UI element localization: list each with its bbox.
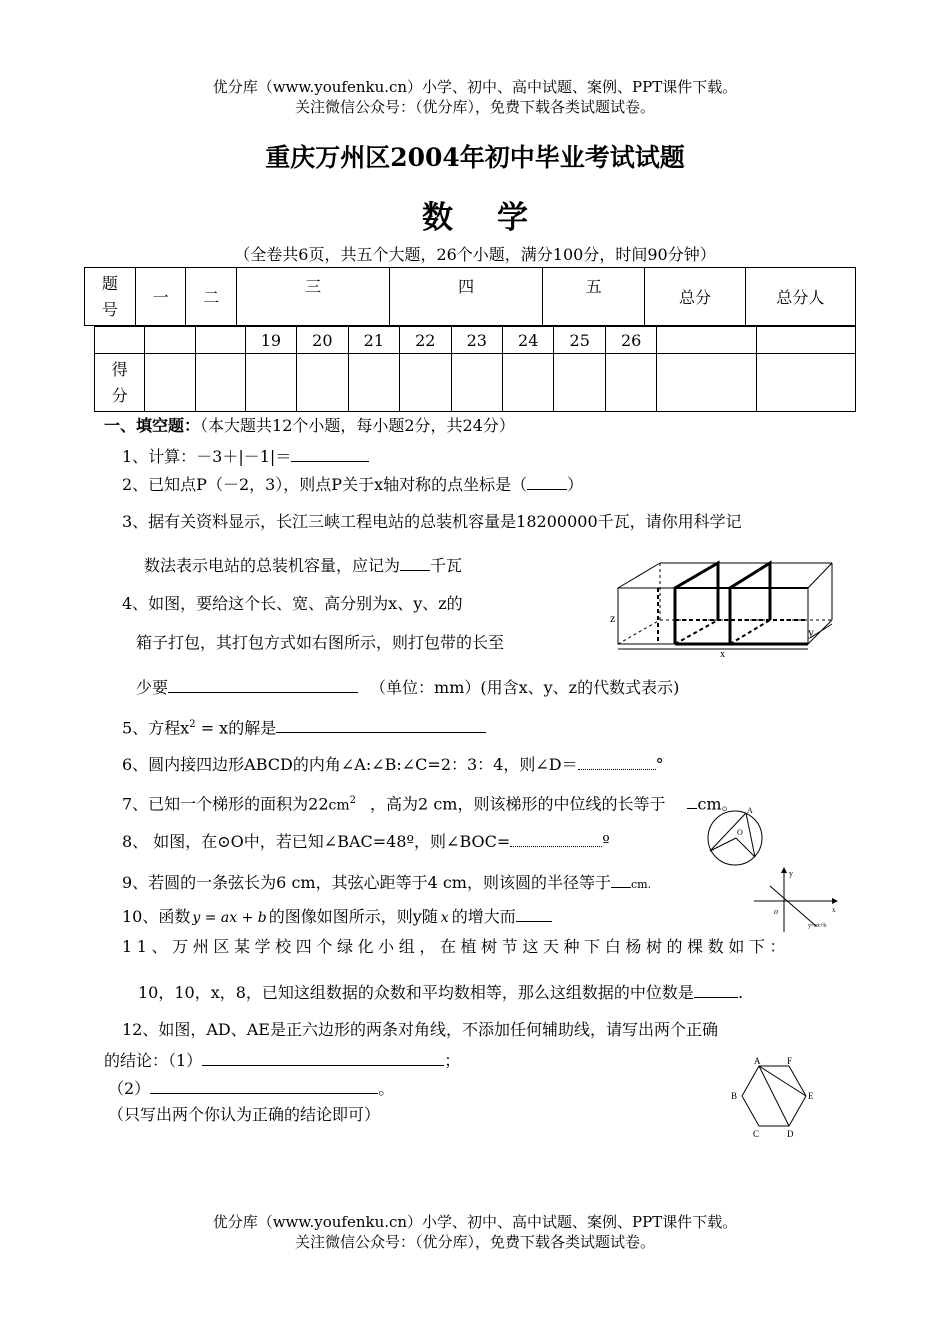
answer-blank[interactable] <box>400 553 430 571</box>
score-cell[interactable] <box>245 354 296 412</box>
header-line-1: 优分库（www.youfenku.cn）小学、初中、高中试题、案例、PPT课件下载。 <box>212 78 738 96</box>
subject-title: 数学 <box>422 200 572 236</box>
score-cell[interactable] <box>503 354 554 412</box>
section-3: 三 <box>237 268 390 326</box>
num-25: 25 <box>554 327 605 354</box>
col-label: 题 号 <box>85 268 136 326</box>
graph-label-eq: y=ax+b <box>808 923 827 929</box>
footer-line-1: 优分库（www.youfenku.cn）小学、初中、高中试题、案例、PPT课件下载。 <box>212 1213 738 1231</box>
question-11: 11、万州区某学校四个绿化小组，在植树节这天种下白杨树的棵数如下： <box>122 937 791 956</box>
answer-blank[interactable] <box>687 791 697 809</box>
exam-info: （全卷共6页，共五个大题，26个小题，满分100分，时间90分钟） <box>234 245 716 264</box>
score-cell[interactable] <box>400 354 451 412</box>
graph-label-x: x <box>832 906 836 914</box>
hexagon-figure <box>726 1054 826 1140</box>
hex-label-c: C <box>753 1129 760 1139</box>
question-5: 5、方程$x^2 = x$的解是 <box>122 714 486 739</box>
answer-blank[interactable] <box>578 752 656 770</box>
box-y-label: y <box>808 625 814 639</box>
score-cell[interactable] <box>554 354 605 412</box>
answer-blank[interactable] <box>516 904 552 922</box>
hex-label-a: A <box>754 1056 761 1066</box>
question-2: 2、已知点P（－2，3），则点P关于x轴对称的点坐标是（ ） <box>122 472 583 496</box>
score-table-header <box>84 267 856 326</box>
footer-line-2: 关注微信公众号：（优分库），免费下载各类试题试卷。 <box>294 1233 655 1251</box>
box-packing-figure <box>610 548 850 658</box>
num-22: 22 <box>400 327 451 354</box>
section-2: 二 <box>186 268 237 326</box>
score-cell[interactable] <box>451 354 502 412</box>
section-5: 五 <box>543 268 645 326</box>
circle-label-a: A <box>747 806 753 815</box>
answer-blank[interactable] <box>611 870 631 888</box>
grader-label: 总分人 <box>745 268 855 326</box>
graph-label-o: o <box>774 907 778 916</box>
question-12-note: （只写出两个你认为正确的结论即可） <box>108 1105 381 1124</box>
question-11-cont: 10，10，x，8，已知这组数据的众数和平均数相等，那么这组数据的中位数是 . <box>138 980 743 1004</box>
header-line-2: 关注微信公众号：（优分库），免费下载各类试题试卷。 <box>294 98 655 116</box>
score-cell[interactable] <box>348 354 399 412</box>
num-24: 24 <box>503 327 554 354</box>
exam-title: 重庆万州区2004年初中毕业考试试题 <box>265 143 685 172</box>
answer-blank[interactable] <box>694 980 738 998</box>
question-4: 4、如图，要给这个长、宽、高分别为x、y、z的 <box>122 594 463 613</box>
score-cell[interactable] <box>605 354 656 412</box>
answer-blank[interactable] <box>202 1048 444 1066</box>
answer-blank[interactable] <box>168 675 358 693</box>
num-20: 20 <box>297 327 348 354</box>
section-1: 一 <box>135 268 186 326</box>
question-12-cont2: （2） 。 <box>108 1076 394 1100</box>
hex-label-f: F <box>787 1056 793 1066</box>
answer-blank[interactable] <box>150 1076 378 1094</box>
num-23: 23 <box>451 327 502 354</box>
score-cell[interactable] <box>297 354 348 412</box>
question-4-cont: 箱子打包，其打包方式如右图所示，则打包带的长至 <box>136 633 505 652</box>
num-19: 19 <box>245 327 296 354</box>
row-label: 得 分 <box>95 354 145 412</box>
answer-blank[interactable] <box>527 472 567 490</box>
answer-blank[interactable] <box>510 829 602 847</box>
total-label: 总分 <box>645 268 745 326</box>
question-8: 8、 如图，在⊙O中，若已知∠BAC=48º，则∠BOC= º <box>122 829 610 853</box>
question-4-cont2: 少要 （单位：mm）(用含x、y、z的代数式表示) <box>136 675 679 699</box>
question-9: 9、若圆的一条弦长为6 cm，其弦心距等于4 cm，则该圆的半径等于 cm. <box>122 870 651 896</box>
score-table-body <box>94 326 856 412</box>
box-x-label: x <box>720 649 725 658</box>
score-cell[interactable] <box>145 354 195 412</box>
question-12: 12、如图，AD、AE是正六边形的两条对角线，不添加任何辅助线，请写出两个正确 <box>122 1020 718 1039</box>
score-cell[interactable] <box>195 354 245 412</box>
answer-blank[interactable] <box>276 715 486 733</box>
num-26: 26 <box>605 327 656 354</box>
hex-label-b: B <box>731 1091 738 1101</box>
question-1: 1、计算：－3＋|－1|＝ <box>122 444 369 468</box>
score-cell[interactable] <box>657 354 756 412</box>
question-7: 7、已知一个梯形的面积为$22cm^2$ ，高为2 cm，则该梯形的中位线的长等于 cm。 <box>122 790 738 816</box>
section-1-heading: 一、填空题：（本大题共12个小题，每小题2分，共24分） <box>104 416 515 435</box>
score-cell[interactable] <box>756 354 855 412</box>
num-21: 21 <box>348 327 399 354</box>
question-3-cont: 数法表示电站的总装机容量，应记为 千瓦 <box>144 553 462 577</box>
question-12-cont: 的结论：（1） ； <box>104 1048 460 1072</box>
circle-label-o: O <box>737 828 743 837</box>
graph-label-y: y <box>789 869 793 878</box>
answer-blank[interactable] <box>291 444 369 462</box>
linear-graph-figure <box>752 864 840 934</box>
box-z-label: z <box>610 611 616 625</box>
hex-label-e: E <box>808 1091 814 1101</box>
question-3: 3、据有关资料显示，长江三峡工程电站的总装机容量是18200000千瓦，请你用科学记 <box>122 512 742 531</box>
circle-figure <box>700 805 775 867</box>
section-4: 四 <box>390 268 543 326</box>
hex-label-d: D <box>787 1129 794 1139</box>
question-10: 10、函数 y = ax + b 的图像如图所示，则y随 x 的增大而 <box>122 904 552 929</box>
question-6: 6、圆内接四边形ABCD的内角∠A:∠B:∠C=2：3：4，则∠D＝ ° <box>122 752 664 776</box>
